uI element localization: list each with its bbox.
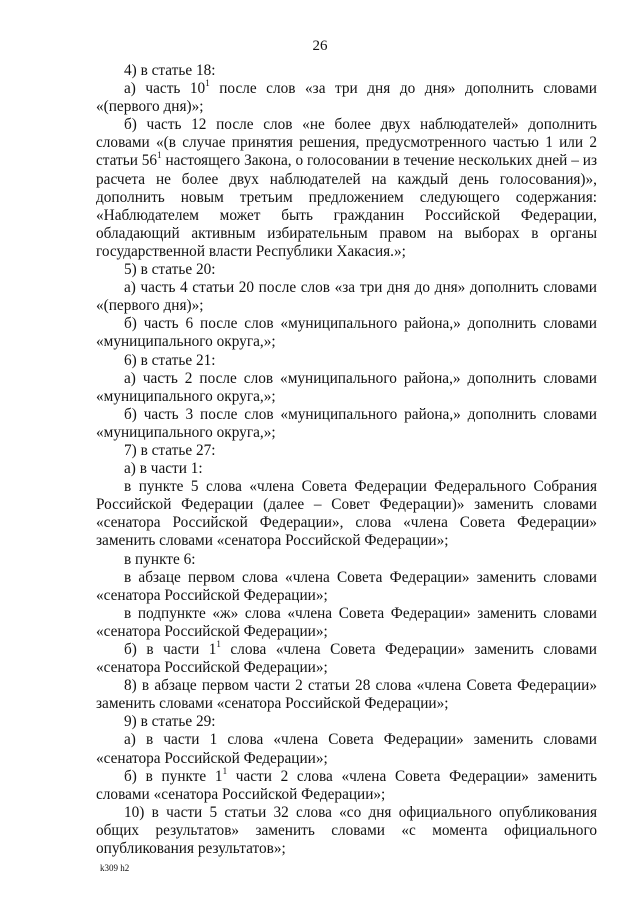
text-run: 5) в статье 20: — [124, 261, 216, 279]
paragraph — [96, 569, 597, 605]
superscript: 1 — [157, 150, 162, 161]
text-run: б) часть 3 после слов «муниципального района,» дополнить словами «муниципального округа,»; — [96, 405, 597, 441]
paragraph — [96, 765, 597, 804]
text-run: 8) в абзаце первом части 2 статьи 28 слова «члена Совета Федерации» заменить словами «сенатора Российской Федерации»; — [96, 677, 597, 713]
page-number: 26 — [312, 38, 328, 54]
paragraph — [96, 460, 597, 478]
paragraph — [96, 370, 597, 406]
text-run: а) в части 1 слова «члена Совета Федерации» заменить словами «сенатора Российской Федерации»; — [96, 731, 597, 767]
superscript: 1 — [222, 765, 228, 776]
text-run: после слов «за три дня до дня» дополнить словами «(первого дня)»; — [96, 80, 597, 116]
paragraph — [96, 352, 597, 370]
text-run: а) в части 1: — [124, 460, 203, 478]
paragraph — [96, 677, 597, 713]
paragraph — [96, 279, 597, 315]
text-run: 6) в статье 21: — [124, 351, 216, 369]
text-run: а) часть 2 после слов «муниципального района,» дополнить словами «муниципального округа,»; — [96, 369, 597, 405]
paragraph — [96, 442, 597, 460]
text-run: слова «члена Совета Федерации» заменить словами «сенатора Российской Федерации»; — [96, 641, 597, 677]
paragraph — [96, 261, 597, 279]
text-run: 10) в части 5 статьи 32 слова «со дня официального опубликования общих результатов» заменить словами «с момента официального опубликования результатов»; — [96, 803, 597, 858]
text-run: в пункте 6: — [124, 550, 196, 568]
text-run: б) в пункте 1 — [124, 767, 223, 785]
text-run: б) в части 1 — [124, 641, 217, 658]
text-run: части 2 слова «члена Совета Федерации» заменить словами «сенатора Российской Федерации»; — [96, 767, 597, 803]
paragraph — [96, 315, 597, 351]
paragraph — [96, 731, 597, 767]
text-run: в абзаце первом слова «члена Совета Федерации» заменить словами «сенатора Российской Федерации»; — [96, 568, 597, 604]
text-run: 9) в статье 29: — [124, 713, 216, 731]
text-run: 7) в статье 27: — [124, 441, 216, 459]
footer-code: k309 h2 — [100, 863, 130, 873]
paragraph — [96, 551, 597, 569]
paragraph — [96, 638, 597, 677]
text-run: б) часть 12 после слов «не более двух наблюдателей» дополнить словами «(в случае принятия решения, предусмотренного частью 1 или 2 статьи 56 — [96, 116, 597, 170]
text-run: а) часть 4 статьи 20 после слов «за три дня до дня» дополнить словами «(первого дня)»; — [96, 279, 597, 315]
paragraph — [96, 80, 597, 116]
text-run: настоящего Закона, о голосовании в течение нескольких дней – из расчета не более двух наблюдателей на каждый день голосования)», дополнить новым третьим предложением следующего содержания: «Наблюдателем может быть гражданин Российской Федерации, обладающий активным избирательным правом на выборах в органы государственной власти Республики Хакасия.»; — [96, 152, 597, 260]
paragraph — [96, 804, 597, 858]
superscript: 1 — [205, 78, 210, 88]
paragraph — [96, 605, 597, 641]
paragraph — [96, 116, 597, 261]
superscript: 1 — [216, 638, 221, 649]
paragraph — [96, 713, 597, 731]
text-run: в подпункте «ж» слова «члена Совета Федерации» заменить словами «сенатора Российской Федерации»; — [96, 604, 597, 640]
text-run: б) часть 6 после слов «муниципального района,» дополнить словами «муниципального округа,»; — [96, 315, 597, 351]
paragraph — [96, 406, 597, 442]
document-body — [96, 62, 597, 858]
paragraph — [96, 478, 597, 550]
text-run: а) часть 10 — [124, 80, 206, 98]
paragraph — [96, 62, 597, 80]
text-run: 4) в статье 18: — [124, 62, 216, 79]
text-run: в пункте 5 слова «члена Совета Федерации Федерального Собрания Российской Федерации (далее – Совет Федерации)» заменить словами «сенатора Российской Федерации», слова «члена Совета Федерации» заменить словами «сенатора Российской Федерации»; — [96, 478, 597, 550]
